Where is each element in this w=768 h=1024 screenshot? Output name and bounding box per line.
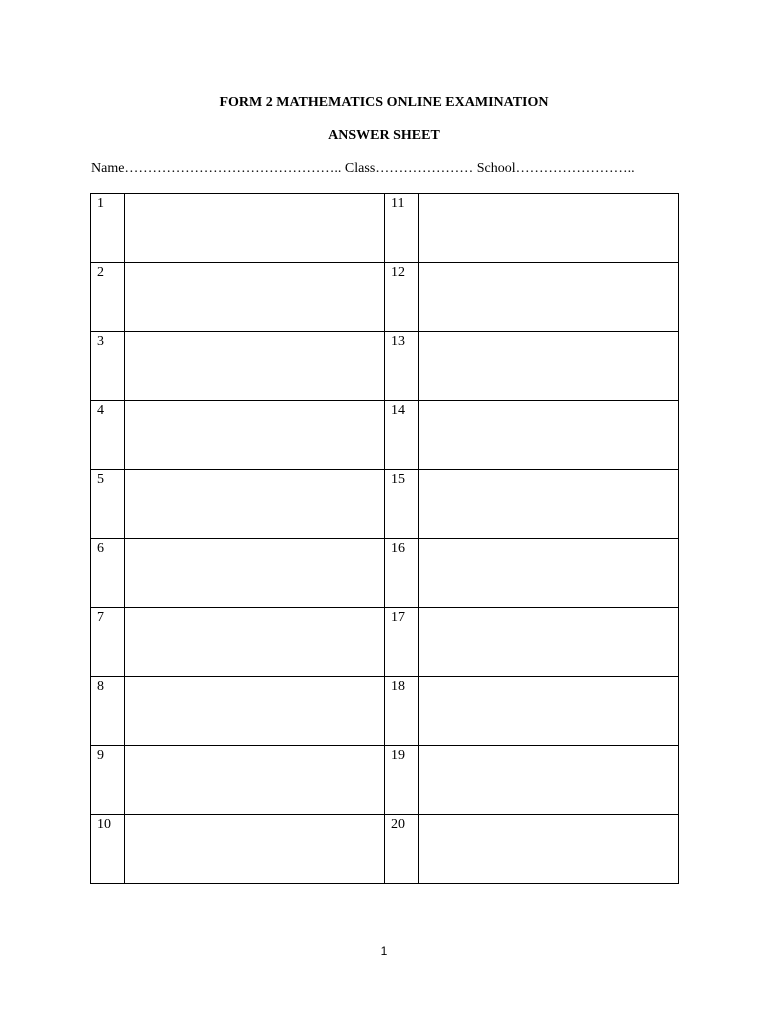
- answer-cell[interactable]: [419, 815, 679, 884]
- answer-grid-body: [91, 194, 679, 884]
- question-number-cell: [91, 815, 125, 884]
- answer-row: [91, 401, 679, 470]
- question-number-cell: [91, 677, 125, 746]
- question-number: 6: [97, 541, 104, 556]
- question-number-cell: [91, 746, 125, 815]
- question-number-cell: [91, 194, 125, 263]
- question-number: 10: [97, 817, 111, 832]
- question-number-cell: [91, 332, 125, 401]
- question-number-cell: [385, 815, 419, 884]
- document-title: FORM 2 MATHEMATICS ONLINE EXAMINATION: [219, 95, 549, 110]
- question-number-cell: [385, 746, 419, 815]
- answer-cell[interactable]: [419, 539, 679, 608]
- question-number-cell: [91, 401, 125, 470]
- answer-row: [91, 608, 679, 677]
- question-number: 16: [391, 541, 405, 556]
- question-number: 11: [391, 196, 405, 211]
- page-number: 1: [380, 944, 388, 958]
- answer-cell[interactable]: [125, 677, 385, 746]
- question-number: 5: [97, 472, 104, 487]
- question-number: 15: [391, 472, 405, 487]
- question-number-cell: [91, 470, 125, 539]
- question-number-cell: [385, 539, 419, 608]
- question-number-cell: [385, 194, 419, 263]
- answer-cell[interactable]: [419, 401, 679, 470]
- answer-row: [91, 194, 679, 263]
- student-info-line: Name……………………………………….. Class………………… School……………………..: [91, 161, 635, 176]
- question-number: 19: [391, 748, 405, 763]
- question-number: 14: [391, 403, 405, 418]
- question-number: 18: [391, 679, 405, 694]
- question-number-cell: [385, 677, 419, 746]
- question-number: 3: [97, 334, 104, 349]
- answer-cell[interactable]: [419, 263, 679, 332]
- answer-cell[interactable]: [419, 194, 679, 263]
- answer-cell[interactable]: [125, 194, 385, 263]
- answer-grid: [90, 193, 679, 884]
- question-number-cell: [91, 263, 125, 332]
- question-number: 17: [391, 610, 405, 625]
- answer-row: [91, 263, 679, 332]
- question-number: 4: [97, 403, 104, 418]
- answer-cell[interactable]: [125, 263, 385, 332]
- answer-cell[interactable]: [419, 677, 679, 746]
- answer-row: [91, 332, 679, 401]
- question-number: 1: [97, 196, 104, 211]
- question-number: 2: [97, 265, 104, 280]
- document-subtitle: ANSWER SHEET: [328, 128, 440, 143]
- answer-cell[interactable]: [125, 332, 385, 401]
- answer-cell[interactable]: [125, 401, 385, 470]
- question-number-cell: [385, 332, 419, 401]
- answer-cell[interactable]: [419, 746, 679, 815]
- answer-row: [91, 746, 679, 815]
- answer-cell[interactable]: [419, 332, 679, 401]
- answer-cell[interactable]: [125, 815, 385, 884]
- question-number: 7: [97, 610, 104, 625]
- answer-cell[interactable]: [125, 608, 385, 677]
- answer-cell[interactable]: [125, 539, 385, 608]
- answer-row: [91, 677, 679, 746]
- question-number-cell: [91, 608, 125, 677]
- answer-cell[interactable]: [125, 470, 385, 539]
- question-number-cell: [385, 608, 419, 677]
- answer-cell[interactable]: [419, 608, 679, 677]
- question-number: 20: [391, 817, 405, 832]
- answer-row: [91, 539, 679, 608]
- question-number-cell: [385, 263, 419, 332]
- question-number-cell: [385, 470, 419, 539]
- question-number: 9: [97, 748, 104, 763]
- answer-cell[interactable]: [419, 470, 679, 539]
- question-number-cell: [91, 539, 125, 608]
- answer-row: [91, 815, 679, 884]
- question-number: 12: [391, 265, 405, 280]
- answer-cell[interactable]: [125, 746, 385, 815]
- answer-row: [91, 470, 679, 539]
- question-number: 13: [391, 334, 405, 349]
- question-number: 8: [97, 679, 104, 694]
- question-number-cell: [385, 401, 419, 470]
